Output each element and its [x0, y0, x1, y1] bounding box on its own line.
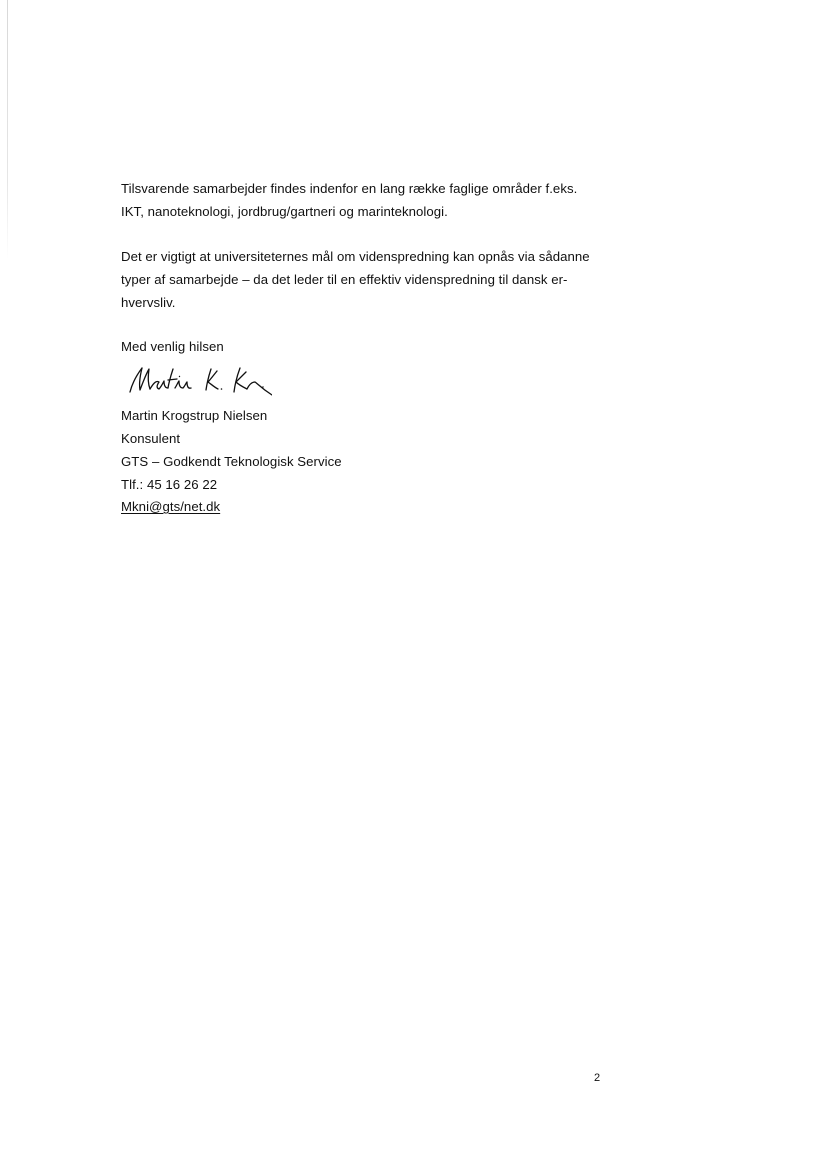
scan-edge-line — [7, 0, 8, 260]
closing-salutation: Med venlig hilsen — [121, 339, 224, 354]
paragraph-2-line-1: Det er vigtigt at universiteternes mål om videnspredning kan opnås via sådanne — [121, 249, 590, 264]
paragraph-1-line-2: IKT, nanoteknologi, jordbrug/gartneri og marinteknologi. — [121, 204, 448, 219]
signatory-title: Konsulent — [121, 431, 181, 446]
paragraph-2-line-2: typer af samarbejde – da det leder til en effektiv videnspredning til dansk er- — [121, 272, 568, 287]
handwritten-signature — [122, 358, 272, 400]
signatory-name: Martin Krogstrup Nielsen — [121, 408, 268, 423]
signatory-email-link[interactable]: Mkni@gts/net.dk — [121, 499, 221, 514]
page-number: 2 — [594, 1072, 601, 1084]
paragraph-1-line-1: Tilsvarende samarbejder findes indenfor en lang række faglige områder f.eks. — [121, 181, 578, 196]
paragraph-2-line-3: hvervsliv. — [121, 295, 176, 310]
signatory-organization: GTS – Godkendt Teknologisk Service — [121, 454, 342, 469]
signatory-phone: Tlf.: 45 16 26 22 — [121, 477, 218, 492]
